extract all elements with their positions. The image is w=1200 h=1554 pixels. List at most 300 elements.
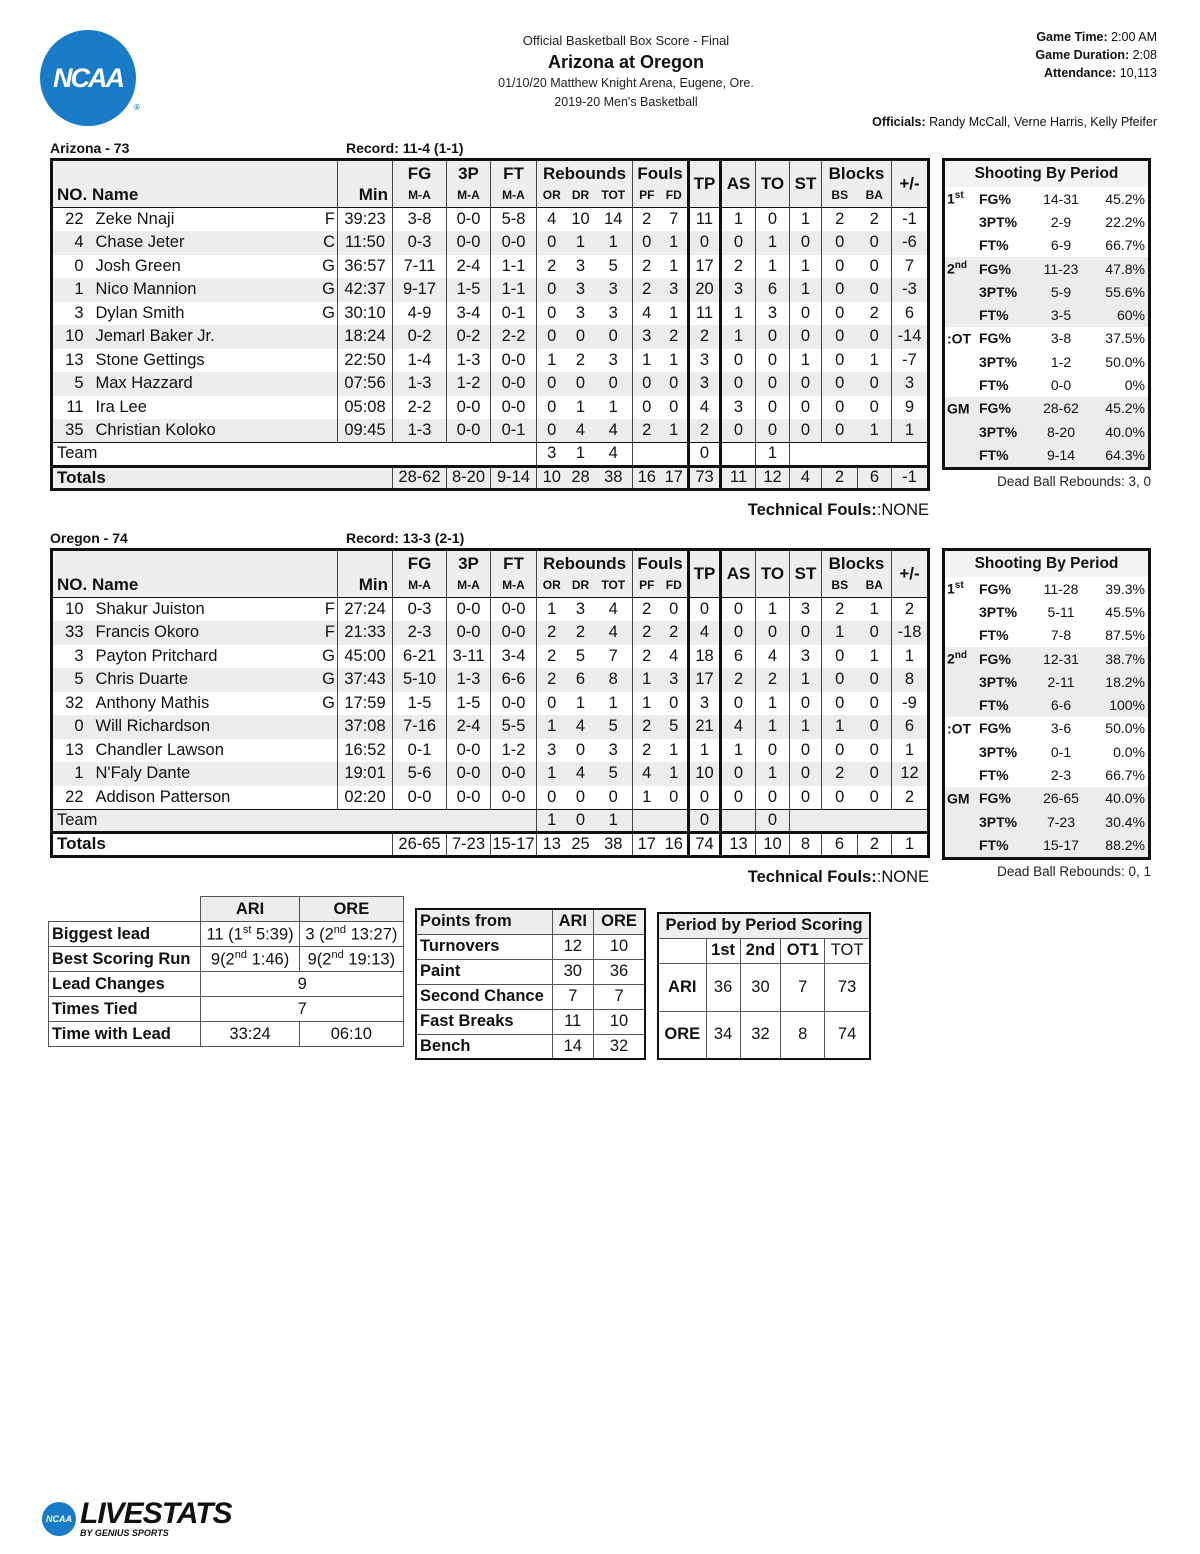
period-score: 32 <box>740 1011 781 1059</box>
made-attempted: 12-31 <box>1043 650 1079 667</box>
player-assists: 0 <box>721 692 756 716</box>
player-fg: 1-5 <box>393 692 447 716</box>
player-turnovers: 2 <box>756 668 790 692</box>
technical-fouls-value: :NONE <box>876 868 929 886</box>
player-ft: 0-0 <box>491 372 537 396</box>
player-tot-reb: 5 <box>595 762 633 786</box>
player-turnovers: 0 <box>756 349 790 373</box>
attendance-value: 10,113 <box>1119 66 1157 80</box>
player-pf: 2 <box>633 208 661 232</box>
col-ba: BA <box>858 574 892 598</box>
player-tot-reb: 3 <box>608 303 618 322</box>
player-3p: 0-0 <box>447 621 491 645</box>
period-group <box>945 257 1148 327</box>
made-attempted: 11-23 <box>1043 260 1079 277</box>
player-row <box>52 231 929 255</box>
period-row <box>658 963 870 1011</box>
player-row <box>52 208 929 232</box>
team-empty <box>790 809 929 833</box>
col-ore: ORE <box>594 909 645 934</box>
stat-label: FT% <box>979 237 1009 254</box>
player-assists: 0 <box>721 372 756 396</box>
biggest-lead-ari: 11 (1st 5:39) <box>201 922 299 947</box>
player-3p: 0-2 <box>447 325 491 349</box>
period-group <box>945 397 1148 467</box>
player-dr: 10 <box>571 210 590 228</box>
made-attempted: 6-6 <box>1050 697 1072 714</box>
player-number: 22 <box>65 787 84 806</box>
player-dr: 0 <box>567 325 595 349</box>
player-dr: 0 <box>575 787 586 806</box>
player-name: Dylan Smith <box>95 303 185 322</box>
technical-fouls-label: Technical Fouls: <box>747 868 877 886</box>
col-3p: 3P <box>447 550 491 574</box>
player-minutes: 19:01 <box>338 762 393 786</box>
player-turnovers: 0 <box>756 372 790 396</box>
player-fd: 3 <box>661 668 689 692</box>
game-summary-table <box>48 896 404 1047</box>
totals-dr: 25 <box>567 833 595 857</box>
player-fg: 1-3 <box>393 419 447 443</box>
player-fd: 1 <box>669 350 679 369</box>
percentage: 0% <box>1124 377 1145 394</box>
team-points: 0 <box>689 809 721 833</box>
shooting-row <box>945 420 1148 443</box>
period-score: 7 <box>781 963 825 1011</box>
period-label: 1st <box>947 190 964 207</box>
team-label: Team <box>52 809 537 833</box>
player-assists: 1 <box>721 208 756 232</box>
player-fg: 0-0 <box>393 786 447 810</box>
player-minutes: 11:50 <box>338 231 393 255</box>
player-plus-minus: -9 <box>892 692 929 716</box>
player-points: 10 <box>689 762 721 786</box>
player-3p: 0-0 <box>447 762 491 786</box>
blank-cell <box>658 938 706 963</box>
player-dr: 4 <box>567 715 595 739</box>
player-points: 4 <box>689 621 721 645</box>
player-minutes: 45:00 <box>338 645 393 669</box>
points-from-label: Paint <box>416 959 552 984</box>
player-position <box>318 739 338 763</box>
player-turnovers: 0 <box>756 208 790 232</box>
player-3p: 1-5 <box>447 692 491 716</box>
points-from-ari: 7 <box>552 984 594 1009</box>
player-pf: 1 <box>633 786 661 810</box>
points-from-ore: 10 <box>594 1009 645 1034</box>
player-steals: 3 <box>790 645 822 669</box>
player-ft: 0-0 <box>491 786 537 810</box>
player-fd: 0 <box>669 693 679 712</box>
player-turnovers: 1 <box>756 255 790 279</box>
player-blocks-against: 0 <box>858 715 892 739</box>
player-steals: 0 <box>790 231 822 255</box>
player-minutes: 39:23 <box>338 208 393 232</box>
totals-row <box>52 466 929 490</box>
player-3p: 0-0 <box>447 786 491 810</box>
period-col: 2nd <box>740 938 781 963</box>
player-assists: 3 <box>721 396 756 420</box>
officials <box>872 115 1157 129</box>
totals-tot-reb: 38 <box>595 833 633 857</box>
player-or: 2 <box>537 255 567 279</box>
percentage: 0.0% <box>1113 743 1145 760</box>
col-min: Min <box>338 550 393 598</box>
player-position: F <box>324 600 335 618</box>
col-rebounds: Rebounds <box>537 550 633 574</box>
player-blocks: 0 <box>822 372 858 396</box>
period-row <box>658 1011 870 1059</box>
col-or: OR <box>537 184 567 208</box>
player-fg: 2-2 <box>393 396 447 420</box>
player-assists: 1 <box>721 739 756 763</box>
box-score-oregon <box>50 548 930 858</box>
player-tot-reb: 8 <box>595 668 633 692</box>
player-minutes: 07:56 <box>338 372 393 396</box>
shooting-row <box>945 210 1148 233</box>
period-team: ARI <box>658 963 706 1011</box>
col-blocks: Blocks <box>822 550 892 574</box>
time-with-lead-ari: 33:24 <box>201 1022 299 1047</box>
col-bs: BS <box>822 574 858 598</box>
player-number: 10 <box>65 600 84 618</box>
player-ft: 0-1 <box>491 419 537 443</box>
technical-fouls-arizona <box>748 501 929 520</box>
player-fd: 1 <box>669 256 679 275</box>
dead-ball-rebounds-oregon: Dead Ball Rebounds: 0, 1 <box>997 864 1151 879</box>
player-steals: 0 <box>790 621 822 645</box>
stat-label: 3PT% <box>979 603 1018 620</box>
player-tot-reb: 0 <box>595 372 633 396</box>
report-subtitle: Official Basketball Box Score - Final <box>522 33 730 48</box>
col-ari: ARI <box>201 897 299 922</box>
stat-label: FG% <box>979 720 1011 737</box>
made-attempted: 1-2 <box>1050 353 1072 370</box>
player-fd: 1 <box>661 231 689 255</box>
stat-label: FT% <box>979 377 1009 394</box>
col-dr: DR <box>567 184 595 208</box>
percentage: 30.4% <box>1105 813 1145 830</box>
totals-plus-minus: 1 <box>892 833 929 857</box>
player-plus-minus: -18 <box>892 621 929 645</box>
player-position: G <box>318 668 338 692</box>
totals-tot-reb: 38 <box>595 466 633 490</box>
percentage: 64.3% <box>1105 446 1145 463</box>
shooting-row <box>945 670 1148 693</box>
ncaa-mini-logo: NCAA <box>42 1502 76 1536</box>
player-name: Christian Koloko <box>90 419 318 443</box>
player-points: 2 <box>689 419 721 443</box>
shooting-row <box>945 763 1148 786</box>
player-tot-reb: 4 <box>595 419 633 443</box>
player-or: 0 <box>537 302 567 326</box>
shooting-row <box>945 624 1148 647</box>
player-turnovers: 1 <box>756 762 790 786</box>
shooting-row <box>945 787 1148 810</box>
totals-3p: 8-20 <box>447 466 491 490</box>
col-or: OR <box>537 574 567 598</box>
biggest-lead-label: Biggest lead <box>49 922 201 947</box>
player-minutes: 21:33 <box>338 621 393 645</box>
player-name: Francis Okoro <box>90 621 318 645</box>
col-st: ST <box>790 160 822 208</box>
record-arizona: Record: 11-4 (1-1) <box>346 140 464 156</box>
player-number: 5 <box>52 372 90 396</box>
made-attempted: 7-8 <box>1050 627 1072 644</box>
player-blocks: 0 <box>822 231 858 255</box>
player-position <box>318 715 338 739</box>
player-number: 4 <box>52 231 90 255</box>
col-rebounds: Rebounds <box>537 160 633 184</box>
period-team: ORE <box>658 1011 706 1059</box>
shooting-row <box>945 397 1148 420</box>
team-or: 3 <box>537 443 567 467</box>
col-ft-ma: M-A <box>491 184 537 208</box>
player-ft: 0-0 <box>491 396 537 420</box>
shooting-row <box>945 693 1148 716</box>
best-run-label: Best Scoring Run <box>49 947 201 972</box>
player-turnovers: 1 <box>756 231 790 255</box>
player-blocks-against: 0 <box>869 787 879 806</box>
shooting-row <box>945 717 1148 740</box>
totals-points: 73 <box>689 466 721 490</box>
stat-label: FG% <box>979 190 1011 207</box>
player-ft: 5-5 <box>491 715 537 739</box>
period-group <box>945 187 1148 257</box>
team-turnovers: 1 <box>756 443 790 467</box>
made-attempted: 3-5 <box>1050 307 1072 324</box>
team-points: 0 <box>689 443 721 467</box>
player-steals: 1 <box>790 278 822 302</box>
percentage: 66.7% <box>1105 767 1145 784</box>
player-steals: 0 <box>790 419 822 443</box>
player-fg: 5-10 <box>393 668 447 692</box>
player-blocks-against: 0 <box>858 325 892 349</box>
player-row <box>52 349 929 373</box>
player-or: 0 <box>537 372 567 396</box>
player-3p: 1-3 <box>447 668 491 692</box>
points-from-ore: 7 <box>594 984 645 1009</box>
stat-label: 3PT% <box>979 213 1018 230</box>
player-fg: 0-2 <box>393 325 447 349</box>
points-from-row <box>416 984 645 1009</box>
player-blocks: 0 <box>822 692 858 716</box>
player-name: Anthony Mathis <box>95 693 210 712</box>
player-minutes: 27:24 <box>338 598 393 622</box>
totals-fd: 16 <box>661 833 689 857</box>
points-from-ari: 11 <box>552 1009 594 1034</box>
percentage: 47.8% <box>1105 260 1145 277</box>
player-blocks: 0 <box>822 302 858 326</box>
stat-label: FG% <box>979 650 1011 667</box>
made-attempted: 8-20 <box>1046 423 1076 440</box>
player-or: 2 <box>537 668 567 692</box>
totals-ft: 9-14 <box>491 466 537 490</box>
player-fd: 0 <box>669 600 679 618</box>
player-assists: 0 <box>721 349 756 373</box>
player-or: 3 <box>537 739 567 763</box>
player-3p: 0-0 <box>447 739 491 763</box>
player-fg: 1-4 <box>393 349 447 373</box>
player-blocks: 0 <box>822 396 858 420</box>
player-or: 0 <box>537 325 567 349</box>
percentage: 100% <box>1109 697 1145 714</box>
team-or: 1 <box>537 809 567 833</box>
player-number: 3 <box>74 303 84 322</box>
player-turnovers: 3 <box>756 302 790 326</box>
points-from-ore: 10 <box>594 934 645 959</box>
team-fouls-empty <box>633 809 689 833</box>
col-tp: TP <box>689 550 721 598</box>
player-minutes: 37:43 <box>338 668 393 692</box>
player-pf: 0 <box>633 396 661 420</box>
player-name: N'Faly Dante <box>90 762 318 786</box>
player-pf: 4 <box>633 762 661 786</box>
player-name: Nico Mannion <box>90 278 318 302</box>
team-tot-reb: 4 <box>595 443 633 467</box>
stat-label: FT% <box>979 446 1009 463</box>
player-assists: 4 <box>721 715 756 739</box>
player-fg: 0-3 <box>393 598 447 622</box>
player-plus-minus: 2 <box>892 598 929 622</box>
stat-label: FG% <box>979 400 1011 417</box>
totals-blocks: 2 <box>822 466 858 490</box>
player-fd: 4 <box>669 646 679 665</box>
col-pf: PF <box>633 184 661 208</box>
totals-assists: 11 <box>721 466 756 490</box>
player-minutes: 16:52 <box>338 739 393 763</box>
player-plus-minus: 3 <box>892 372 929 396</box>
shooting-row <box>945 647 1148 670</box>
player-pf: 0 <box>633 372 661 396</box>
player-blocks-against: 2 <box>869 303 879 322</box>
col-fg-ma: M-A <box>393 574 447 598</box>
technical-fouls-oregon <box>748 868 929 887</box>
player-name: Max Hazzard <box>90 372 318 396</box>
period-label: GM <box>947 790 970 807</box>
times-tied-label: Times Tied <box>49 997 201 1022</box>
player-or: 0 <box>537 278 567 302</box>
player-pf: 3 <box>633 325 661 349</box>
made-attempted: 2-3 <box>1050 767 1072 784</box>
player-ft: 2-2 <box>491 325 537 349</box>
player-blocks-against: 1 <box>869 600 879 618</box>
player-name: Stone Gettings <box>95 350 205 369</box>
player-pf: 1 <box>633 668 661 692</box>
player-turnovers: 0 <box>756 739 790 763</box>
shooting-row <box>945 833 1148 856</box>
player-plus-minus: 12 <box>892 762 929 786</box>
totals-turnovers: 10 <box>756 833 790 857</box>
points-from-label: Fast Breaks <box>416 1009 552 1034</box>
player-fd: 2 <box>661 325 689 349</box>
player-3p: 0-0 <box>447 231 491 255</box>
player-minutes: 18:24 <box>338 325 393 349</box>
period-col: 1st <box>706 938 740 963</box>
points-from-label: Turnovers <box>416 934 552 959</box>
made-attempted: 6-9 <box>1050 237 1072 254</box>
attendance-label: Attendance: <box>1043 66 1117 80</box>
totals-points: 74 <box>689 833 721 857</box>
made-attempted: 0-1 <box>1050 743 1072 760</box>
player-plus-minus: -14 <box>892 325 929 349</box>
player-position <box>318 762 338 786</box>
player-minutes: 09:45 <box>338 419 393 443</box>
player-name: Ira Lee <box>95 397 147 416</box>
points-from-ore: 32 <box>594 1034 645 1059</box>
shooting-row <box>945 350 1148 373</box>
player-assists: 0 <box>721 598 756 622</box>
player-points: 21 <box>689 715 721 739</box>
dead-ball-rebounds-arizona: Dead Ball Rebounds: 3, 0 <box>997 474 1151 489</box>
player-blocks: 2 <box>822 598 858 622</box>
player-points: 0 <box>689 786 721 810</box>
player-assists: 1 <box>721 302 756 326</box>
shooting-by-period-oregon <box>942 548 1151 860</box>
logo-text: NCAA <box>53 62 123 93</box>
player-fg: 2-3 <box>393 621 447 645</box>
player-blocks-against: 0 <box>869 256 879 275</box>
col-as: AS <box>721 550 756 598</box>
player-number: 35 <box>52 419 90 443</box>
points-from-label: Bench <box>416 1034 552 1059</box>
player-minutes: 02:20 <box>338 786 393 810</box>
shooting-row <box>945 443 1148 466</box>
period-label: 2nd <box>947 650 968 667</box>
points-from-row <box>416 934 645 959</box>
player-name: Chris Duarte <box>90 668 318 692</box>
col-bs: BS <box>822 184 858 208</box>
player-ft: 5-8 <box>491 208 537 232</box>
player-or: 1 <box>537 349 567 373</box>
player-blocks-against: 1 <box>869 350 879 369</box>
period-label: 2nd <box>947 260 968 277</box>
col-tp: TP <box>689 160 721 208</box>
totals-or: 10 <box>537 466 567 490</box>
player-turnovers: 4 <box>756 645 790 669</box>
player-position: F <box>318 621 338 645</box>
totals-fg: 26-65 <box>393 833 447 857</box>
player-position: C <box>318 231 338 255</box>
player-pf: 1 <box>633 349 661 373</box>
period-score: 74 <box>825 1011 870 1059</box>
player-dr: 6 <box>567 668 595 692</box>
percentage: 87.5% <box>1105 627 1145 644</box>
player-tot-reb: 1 <box>608 397 618 416</box>
percentage: 39.3% <box>1105 580 1145 597</box>
player-turnovers: 0 <box>756 419 790 443</box>
player-plus-minus: -1 <box>892 208 929 232</box>
box-score-arizona <box>50 158 930 491</box>
player-tot-reb: 7 <box>608 646 618 665</box>
player-plus-minus: 2 <box>892 786 929 810</box>
player-tot-reb: 1 <box>595 231 633 255</box>
made-attempted: 2-11 <box>1047 673 1075 690</box>
team-dr: 0 <box>567 809 595 833</box>
totals-blocks-against: 2 <box>858 833 892 857</box>
player-tot-reb: 0 <box>595 325 633 349</box>
stat-label: 3PT% <box>979 283 1018 300</box>
player-or: 1 <box>537 598 567 622</box>
points-from-table <box>415 908 646 1060</box>
player-tot-reb: 0 <box>608 787 618 806</box>
player-number: 3 <box>74 646 84 665</box>
period-score: 8 <box>781 1011 825 1059</box>
technical-fouls-value: :NONE <box>876 501 929 519</box>
stat-label: FG% <box>979 580 1011 597</box>
player-name: Jemarl Baker Jr. <box>90 325 318 349</box>
player-blocks: 2 <box>822 208 858 232</box>
